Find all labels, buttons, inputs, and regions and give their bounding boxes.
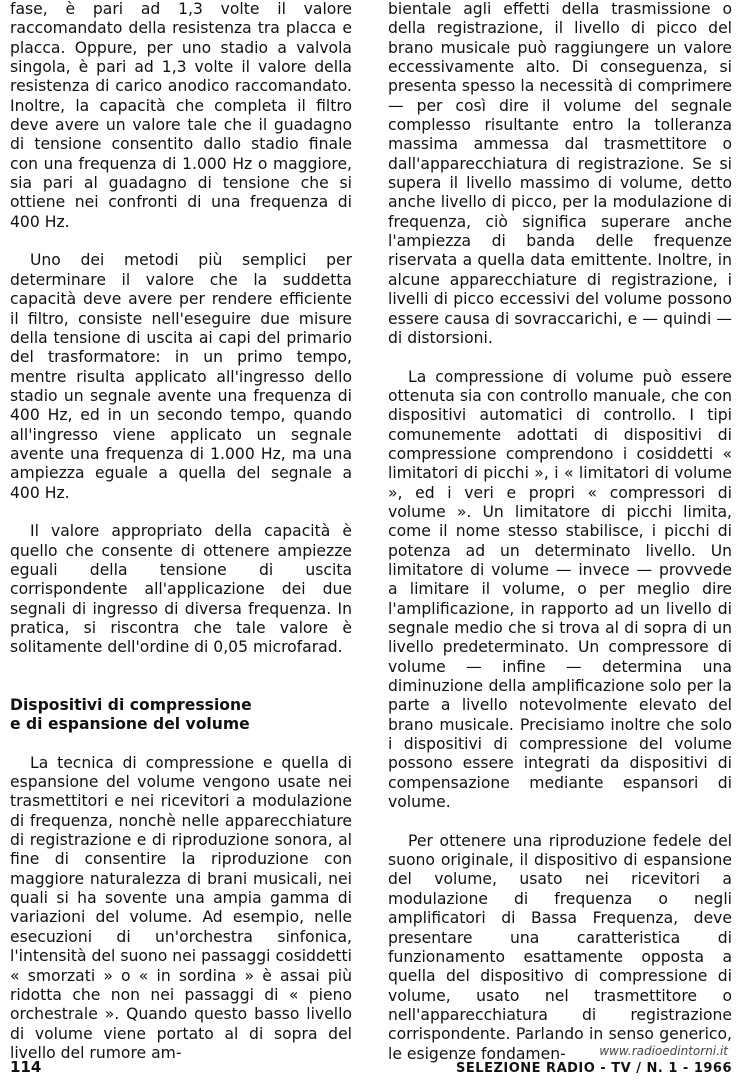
- section-heading-line: e di espansione del volume: [10, 715, 250, 734]
- section-heading: [10, 696, 352, 735]
- paragraph: La compressione di volume può essere ottenuta sia con controllo manuale, che con dispositivi automatici di controllo. I tipi comunemente adottati di dispositivi di compressione comprendono i cosiddetti « limitatori di picchi », i « limitatori di volume », ed i veri e propri « compressori di volume ». Un limitatore di picchi limita, come il nome stesso stabilisce, i picchi di potenza ad un determinato livello. Un limitatore di volume — invece — provvede a limitare il volume, o per meglio dire l'amplificazione, in rapporto ad un livello di segnale medio che si trova al di sopra di un livello predeterminato. Un compressore di volume — infine — determina una diminuzione della amplificazione solo per la parte a livello notevolmente elevato del brano musicale. Precisiamo inoltre che solo i dispositivi di compressione del volume possono essere integrati da dispositivi di compensazione mediante espansori di volume.: [388, 367, 732, 812]
- paragraph: Uno dei metodi più semplici per determinare il valore che la suddetta capacità deve avere per rendere efficiente il filtro, consiste nell'eseguire due misure della tensione di uscita ai capi del primario del trasformatore: in un primo tempo, mentre risulta applicato all'ingresso dello stadio un segnale avente una frequenza di 400 Hz, ed in un secondo tempo, quando all'ingresso viene applicato un segnale avente una frequenza di 1.000 Hz, ma una ampiezza eguale a quella del segnale a 400 Hz.: [10, 251, 352, 502]
- section-heading-line: Dispositivi di compressione: [10, 695, 252, 714]
- paragraph: fase, è pari ad 1,3 volte il valore raccomandato della resistenza tra placca e placca. Oppure, per uno stadio a valvola singola, è pari ad 1,3 volte il valore della resistenza di carico anodico raccomandato. Inoltre, la capacità che completa il filtro deve avere un valore tale che il guadagno di tensione consentito dallo stadio finale con una frequenza di 1.000 Hz o maggiore, sia pari al guadagno di tensione che si ottiene nei confronti di una frequenza di 400 Hz.: [10, 0, 352, 231]
- paragraph: La tecnica di compressione e quella di espansione del volume vengono usate nei trasmettitori e nei ricevitori a modulazione di frequenza, nonchè nelle apparecchiature di registrazione e di riproduzione sonora, al fine di consentire la riproduzione con maggiore naturalezza di brani musicali, nei quali si ha sovente una ampia gamma di variazioni del volume. Ad esempio, nelle esecuzioni di un'orchestra sinfonica, l'intensità del suono nei passaggi cosiddetti « smorzati » o « in sordina » è assai più ridotta che non nei passaggi di « pieno orchestrale ». Quando questo basso livello di volume viene portato al di sopra del livello del rumore am-: [10, 753, 352, 1062]
- right-column: [388, 0, 732, 1064]
- page-number: 114: [10, 1058, 42, 1076]
- left-column: [10, 0, 352, 1063]
- paragraph: bientale agli effetti della trasmissione o della registrazione, il livello di picco del brano musicale può raggiungere un valore eccessivamente alto. Di conseguenza, si presenta spesso la necessità di comprimere — per così dire il volume del segnale complesso risultante entro la tolleranza massima ammessa dal trasmettitore o dall'apparecchiatura di registrazione. Se si supera il livello massimo di volume, detto anche livello di picco, per la modulazione di frequenza, ciò significa superare anche l'ampiezza di banda delle frequenze riservata a quella data emittente. Inoltre, in alcune apparecchiature di registrazione, i livelli di picco eccessivi del volume possono essere causa di sovraccarichi, e — quindi — di distorsioni.: [388, 0, 732, 347]
- paragraph: Per ottenere una riproduzione fedele del suono originale, il dispositivo di espansione del volume, usato nei ricevitori a modulazione di frequenza o negli amplificatori di Bassa Frequenza, deve presentare una caratteristica di funzionamento esattamente opposta a quella del dispositivo di compressione di volume, usato nel trasmettitore o nell'apparecchiatura di registrazione corrispondente. Parlando in senso generico, le esigenze fondamen-: [388, 831, 732, 1063]
- watermark: www.radioedintorni.it: [599, 1044, 728, 1058]
- paragraph: Il valore appropriato della capacità è quello che consente di ottenere ampiezze eguali della tensione di uscita corrispondente all'applicazione dei due segnali di ingresso di diversa frequenza. In pratica, si riscontra che tale valore è solitamente dell'ordine di 0,05 microfarad.: [10, 522, 352, 657]
- journal-title: SELEZIONE RADIO - TV / N. 1 - 1966: [456, 1061, 732, 1076]
- page-footer: [10, 1056, 732, 1076]
